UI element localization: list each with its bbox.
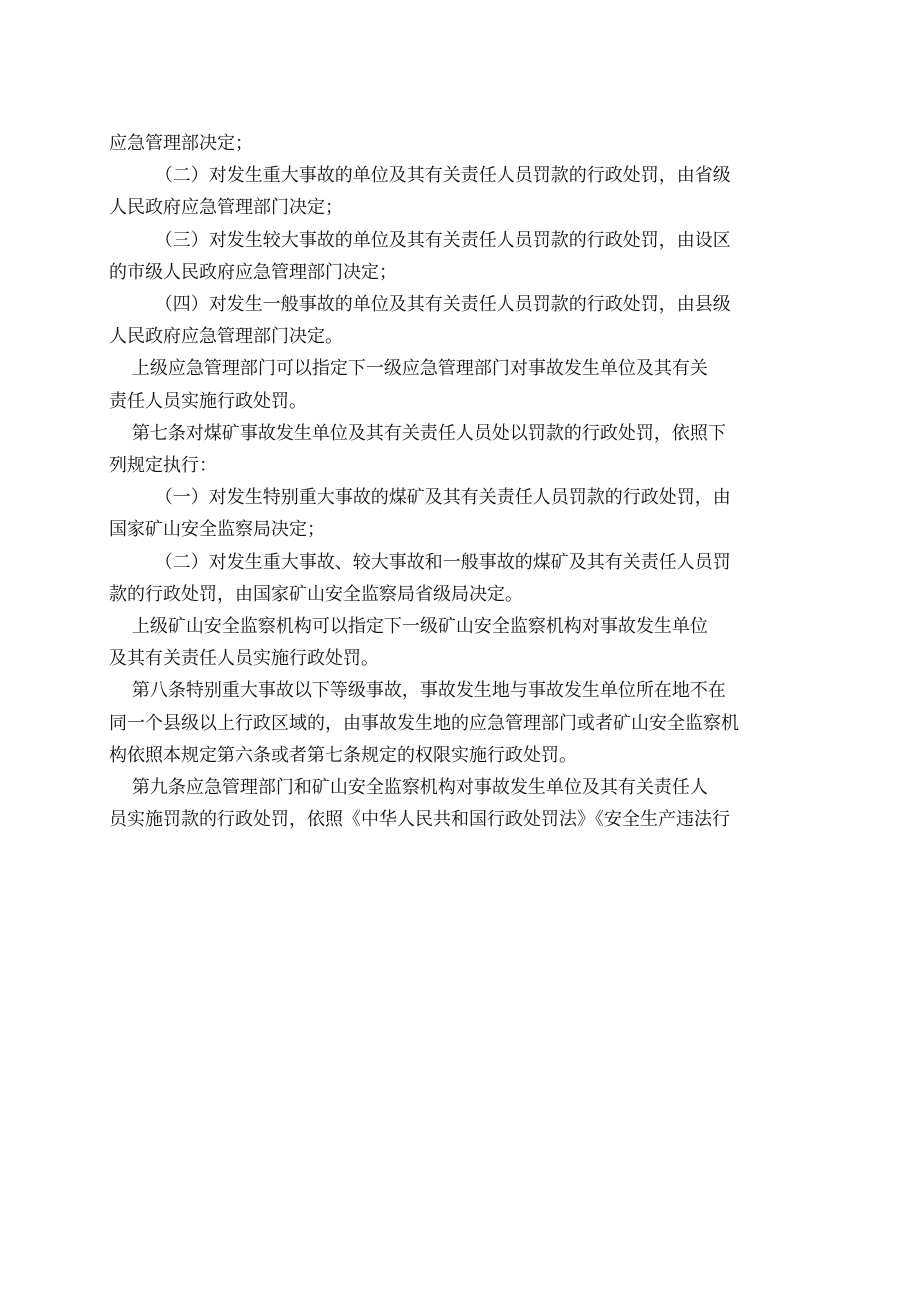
text-line: 上级应急管理部门可以指定下一级应急管理部门对事故发生单位及其有关 (109, 358, 708, 380)
text-line: （二）对发生重大事故、较大事故和一般事故的煤矿及其有关责任人员罚 (109, 551, 731, 573)
text-line: （四）对发生一般事故的单位及其有关责任人员罚款的行政处罚，由县级 (109, 294, 731, 316)
text-line: （二）对发生重大事故的单位及其有关责任人员罚款的行政处罚，由省级 (109, 165, 731, 187)
text-line: 国家矿山安全监察局决定； (109, 519, 325, 541)
text-line: 第七条对煤矿事故发生单位及其有关责任人员处以罚款的行政处罚，依照下 (109, 422, 726, 444)
text-line: 第九条应急管理部门和矿山安全监察机构对事故发生单位及其有关责任人 (109, 777, 708, 799)
text-line: 人民政府应急管理部门决定； (109, 197, 343, 219)
text-line: 列规定执行： (109, 455, 217, 477)
document-body (109, 128, 815, 836)
text-line: 构依照本规定第六条或者第七条规定的权限实施行政处罚。 (109, 744, 577, 766)
text-line: 人民政府应急管理部门决定。 (109, 326, 343, 348)
text-line: 责任人员实施行政处罚。 (109, 390, 307, 412)
text-line: 员实施罚款的行政处罚，依照《中华人民共和国行政处罚法》《安全生产违法行 (109, 809, 730, 831)
text-line: 的市级人民政府应急管理部门决定； (109, 261, 397, 283)
text-line: （一）对发生特别重大事故的煤矿及其有关责任人员罚款的行政处罚，由 (109, 487, 731, 509)
text-line: 上级矿山安全监察机构可以指定下一级矿山安全监察机构对事故发生单位 (109, 616, 708, 638)
text-line: （三）对发生较大事故的单位及其有关责任人员罚款的行政处罚，由设区 (109, 229, 731, 251)
text-line: 同一个县级以上行政区域的，由事故发生地的应急管理部门或者矿山安全监察机 (109, 712, 739, 734)
text-line: 及其有关责任人员实施行政处罚。 (109, 648, 379, 670)
text-line: 第八条特别重大事故以下等级事故，事故发生地与事故发生单位所在地不在 (109, 680, 726, 702)
text-line: 款的行政处罚，由国家矿山安全监察局省级局决定。 (109, 583, 523, 605)
text-line: 应急管理部决定； (109, 133, 253, 154)
